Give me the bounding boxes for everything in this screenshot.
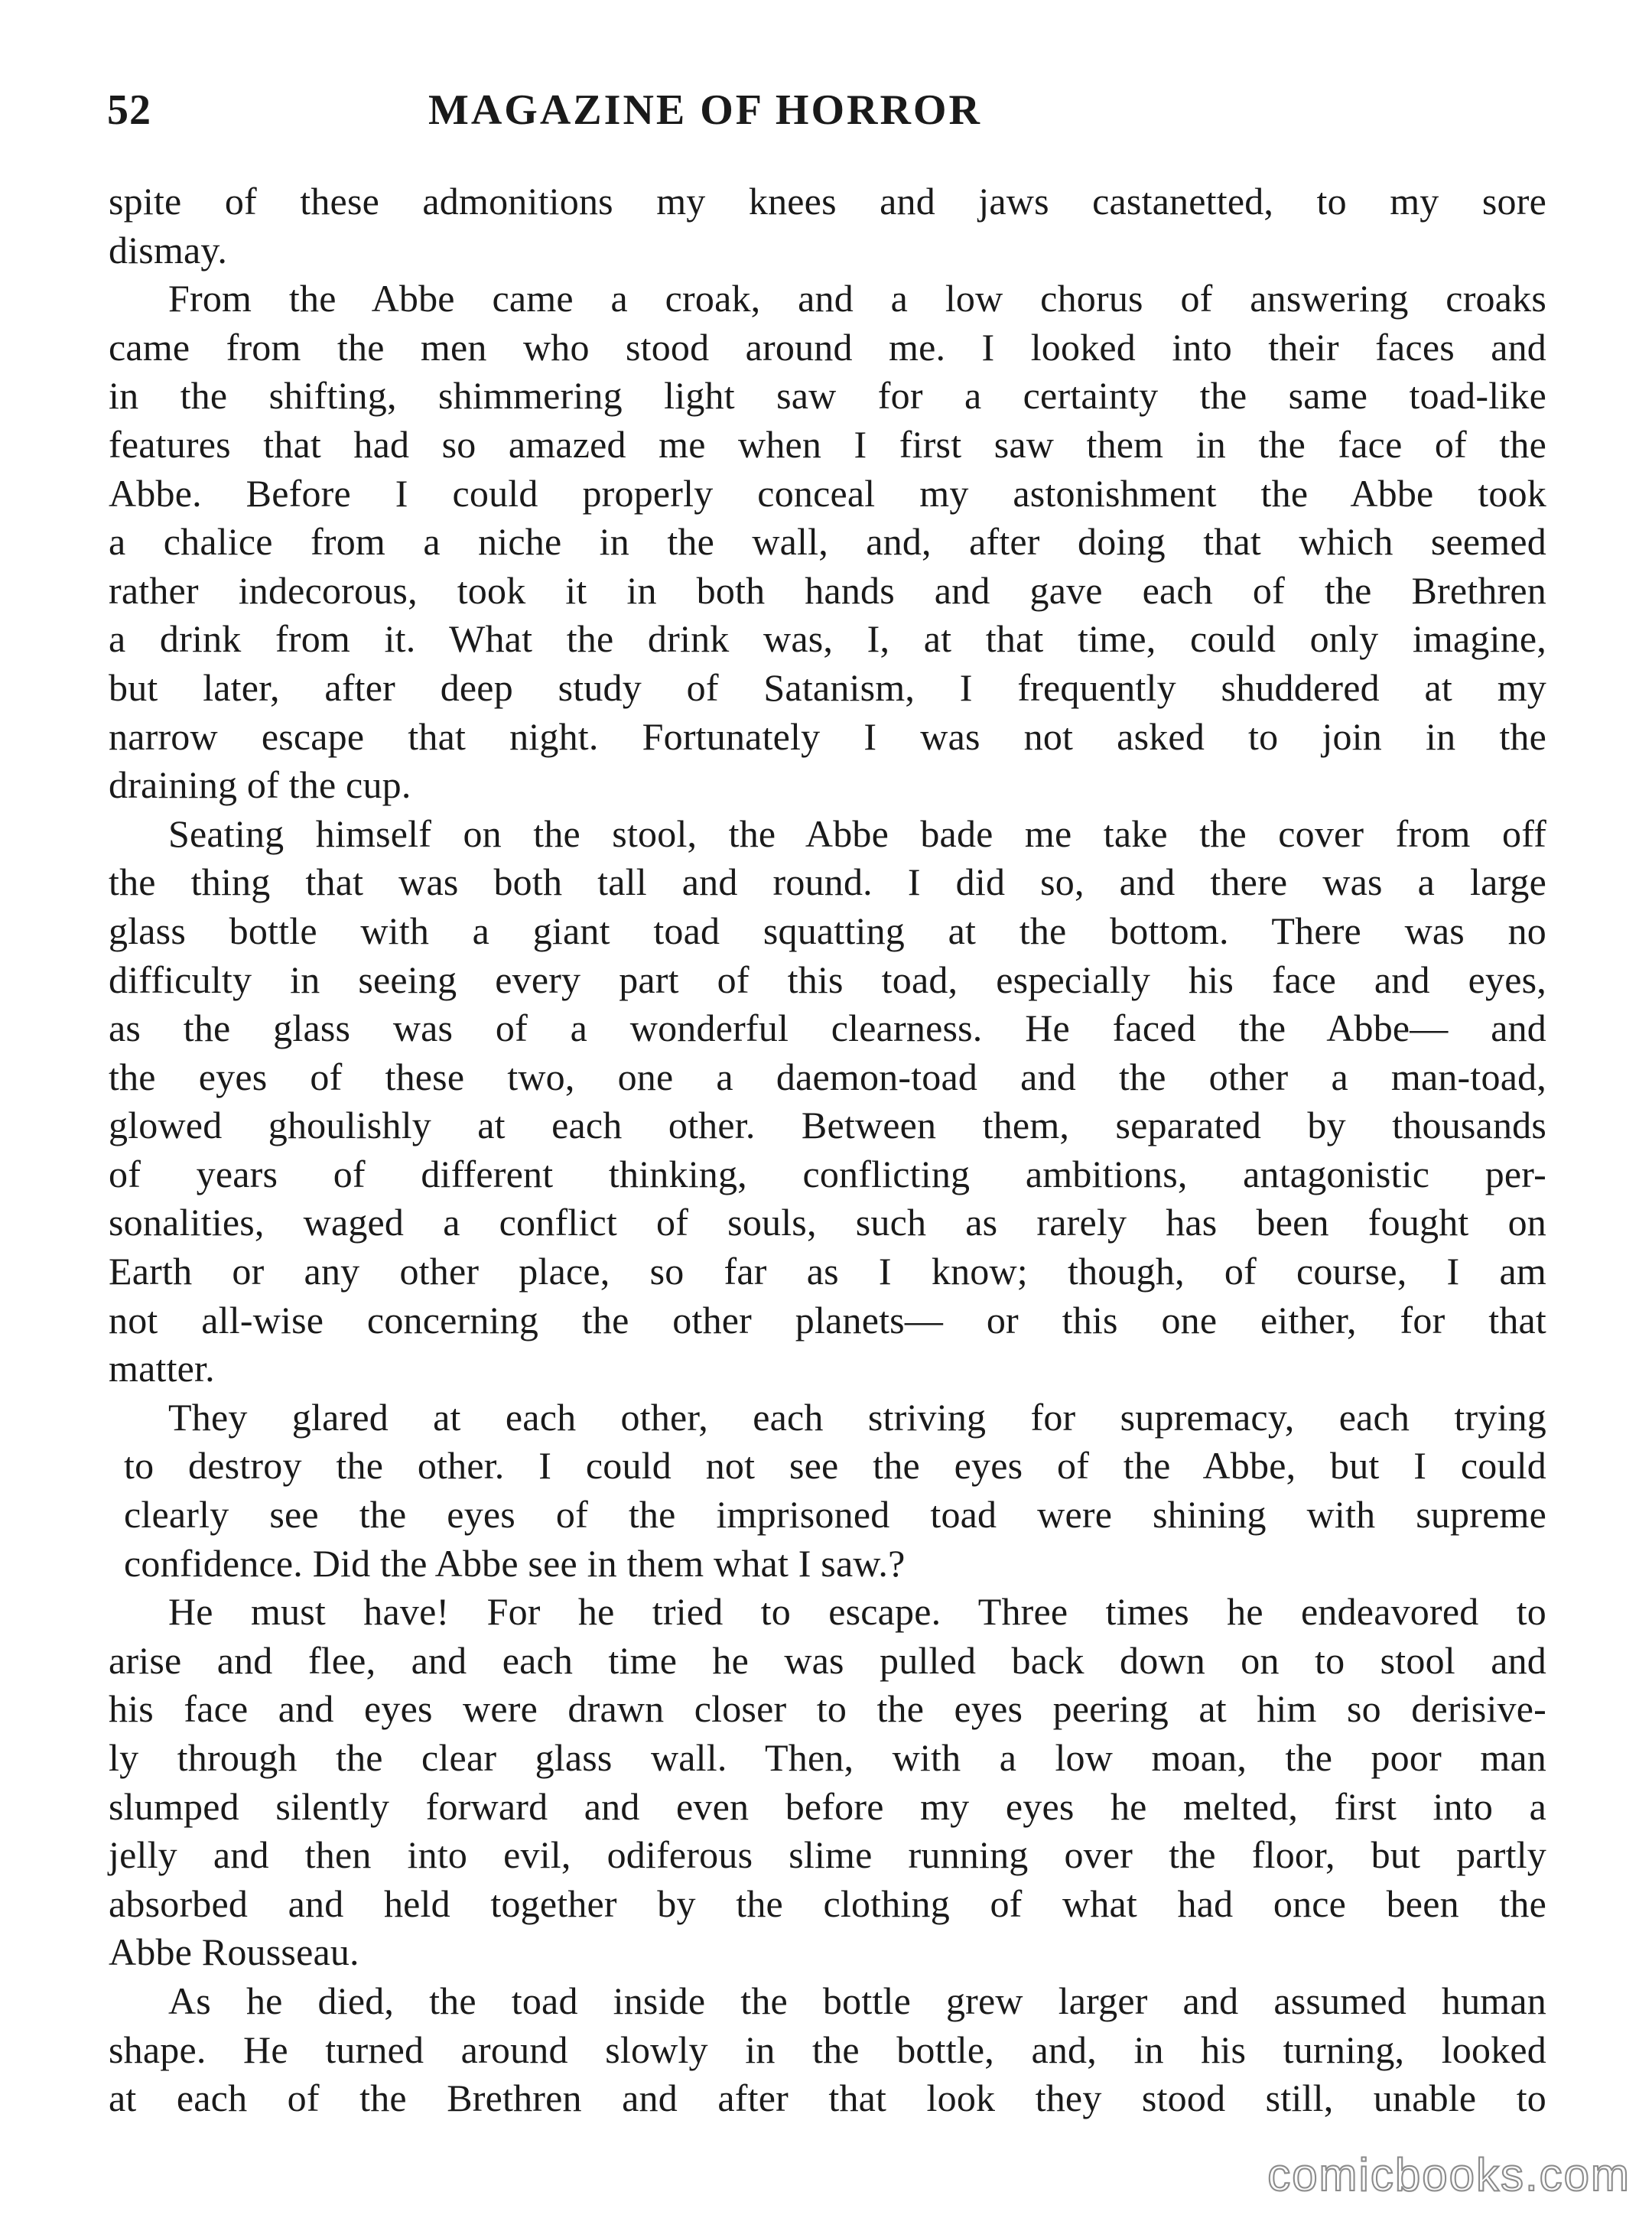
text-line: matter. [109,1347,215,1390]
text-line: Earth or any other place, so far as I know; though, of course, I am [109,1250,1546,1293]
text-line: slumped silently forward and even before my eyes he melted, first into a [109,1784,1546,1828]
text-line: They glared at each other, each striving for supremacy, each trying [168,1395,1546,1439]
text-line: dismay. [109,228,228,272]
text-line: but later, after deep study of Satanism, I frequently shuddered at my [109,665,1546,709]
text-line: of years of different thinking, conflicting ambitions, antagonistic per- [109,1152,1546,1195]
text-line: narrow escape that night. Fortunately I was not asked to join in the [109,714,1546,758]
text-line: his face and eyes were drawn closer to the eyes peering at him so derisive- [109,1687,1546,1731]
text-line: Seating himself on the stool, the Abbe bade me take the cover from off [168,811,1546,855]
text-line: jelly and then into evil, odiferous slime running over the floor, but partly [109,1833,1546,1877]
text-line: As he died, the toad inside the bottle grew larger and assumed human [168,1979,1546,2022]
site-watermark: comicbooks.com [1267,2149,1631,2200]
text-line: arise and flee, and each time he was pulled back down on to stool and [109,1638,1546,1682]
text-line: Abbe Rousseau. [109,1930,359,1974]
text-line: difficulty in seeing every part of this toad, especially his face and eyes, [109,958,1546,1001]
text-line: at each of the Brethren and after that look they stood still, unable to [109,2077,1546,2120]
text-line: a drink from it. What the drink was, I, at that time, could only imagine, [109,617,1546,661]
text-line: features that had so amazed me when I first saw them in the face of the [109,422,1546,466]
running-title: MAGAZINE OF HORROR [428,86,982,134]
text-line: sonalities, waged a conflict of souls, such as rarely has been fought on [109,1201,1546,1244]
text-line: not all-wise concerning the other planets— or this one either, for that [109,1298,1546,1342]
text-line: spite of these admonitions my knees and jaws castanetted, to my sore [109,180,1546,223]
text-line: ly through the clear glass wall. Then, with a low moan, the poor man [109,1736,1546,1779]
text-line: shape. He turned around slowly in the bottle, and, in his turning, looked [109,2028,1546,2071]
text-line: absorbed and held together by the clothing of what had once been the [109,1881,1546,1925]
text-line: a chalice from a niche in the wall, and, after doing that which seemed [109,520,1546,564]
text-line: glowed ghoulishly at each other. Between them, separated by thousands [109,1104,1546,1147]
page-number: 52 [107,86,151,134]
text-line: glass bottle with a giant toad squatting at the bottom. There was no [109,909,1546,952]
text-line: the eyes of these two, one a daemon-toad and the other a man-toad, [109,1055,1546,1098]
text-line: clearly see the eyes of the imprisoned toad were shining with supreme [124,1493,1546,1537]
story-text [109,177,1546,2123]
text-line: He must have! For he tried to escape. Three times he endeavored to [168,1590,1546,1634]
text-line: confidence. Did the Abbe see in them what I saw.? [124,1541,906,1585]
text-line: Abbe. Before I could properly conceal my astonishment the Abbe took [109,471,1546,515]
text-line: rather indecorous, took it in both hands and gave each of the Brethren [109,568,1546,612]
text-line: came from the men who stood around me. I looked into their faces and [109,325,1546,369]
text-line: in the shifting, shimmering light saw for a certainty the same toad-like [109,374,1546,418]
page-header [107,86,1545,147]
text-line: From the Abbe came a croak, and a low chorus of answering croaks [168,277,1546,320]
text-line: as the glass was of a wonderful clearness. He faced the Abbe— and [109,1007,1546,1050]
text-line: the thing that was both tall and round. I did so, and there was a large [109,860,1546,904]
text-line: draining of the cup. [109,763,411,807]
text-line: to destroy the other. I could not see the eyes of the Abbe, but I could [124,1444,1546,1488]
